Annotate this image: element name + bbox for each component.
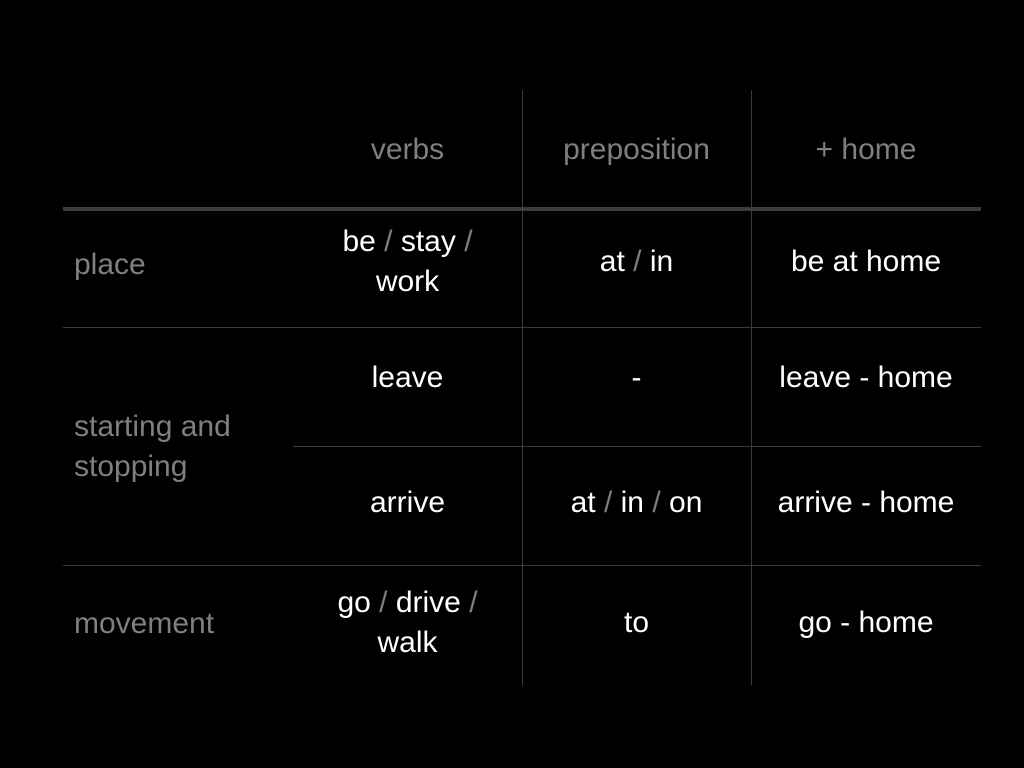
prep-in: in — [649, 245, 674, 278]
row-label-place: place — [74, 248, 146, 281]
header-home: + home — [815, 132, 917, 166]
separator: / — [464, 225, 473, 258]
separator: / — [603, 486, 613, 519]
prep-on: on — [669, 486, 703, 519]
prep-at: at — [599, 245, 625, 278]
header-preposition: preposition — [563, 132, 710, 166]
prep-in: in — [620, 486, 644, 519]
verb-drive: drive — [395, 585, 461, 619]
separator: / — [633, 245, 642, 278]
arrive-verbs-cell: arrive — [369, 486, 445, 519]
separator: / — [652, 486, 661, 519]
verb-stay: stay — [400, 225, 456, 258]
header-verbs: verbs — [370, 132, 445, 166]
verb-work: work — [375, 265, 440, 298]
grammar-table — [63, 90, 981, 685]
row-label-movement: movement — [74, 606, 215, 640]
verb-go: go — [337, 585, 371, 619]
arrive-preposition-cell — [522, 447, 751, 565]
separator: / — [469, 585, 478, 619]
separator: / — [384, 225, 393, 258]
verb-walk: walk — [377, 625, 438, 659]
verb-be: be — [342, 225, 376, 258]
movement-preposition-cell: to — [623, 605, 650, 639]
movement-verbs-cell — [293, 566, 522, 685]
leave-home-cell: leave - home — [779, 361, 953, 394]
place-preposition-cell — [522, 211, 751, 327]
arrive-home-cell: arrive - home — [777, 486, 955, 519]
prep-at: at — [570, 486, 596, 519]
row-label-starting-stopping: starting and stopping — [74, 409, 231, 483]
separator: / — [379, 585, 388, 619]
place-home-cell: be at home — [790, 245, 942, 278]
leave-verbs-cell: leave — [371, 361, 444, 394]
place-verbs-cell — [293, 211, 522, 327]
movement-home-cell: go - home — [798, 605, 934, 639]
leave-preposition-cell: - — [631, 361, 642, 394]
